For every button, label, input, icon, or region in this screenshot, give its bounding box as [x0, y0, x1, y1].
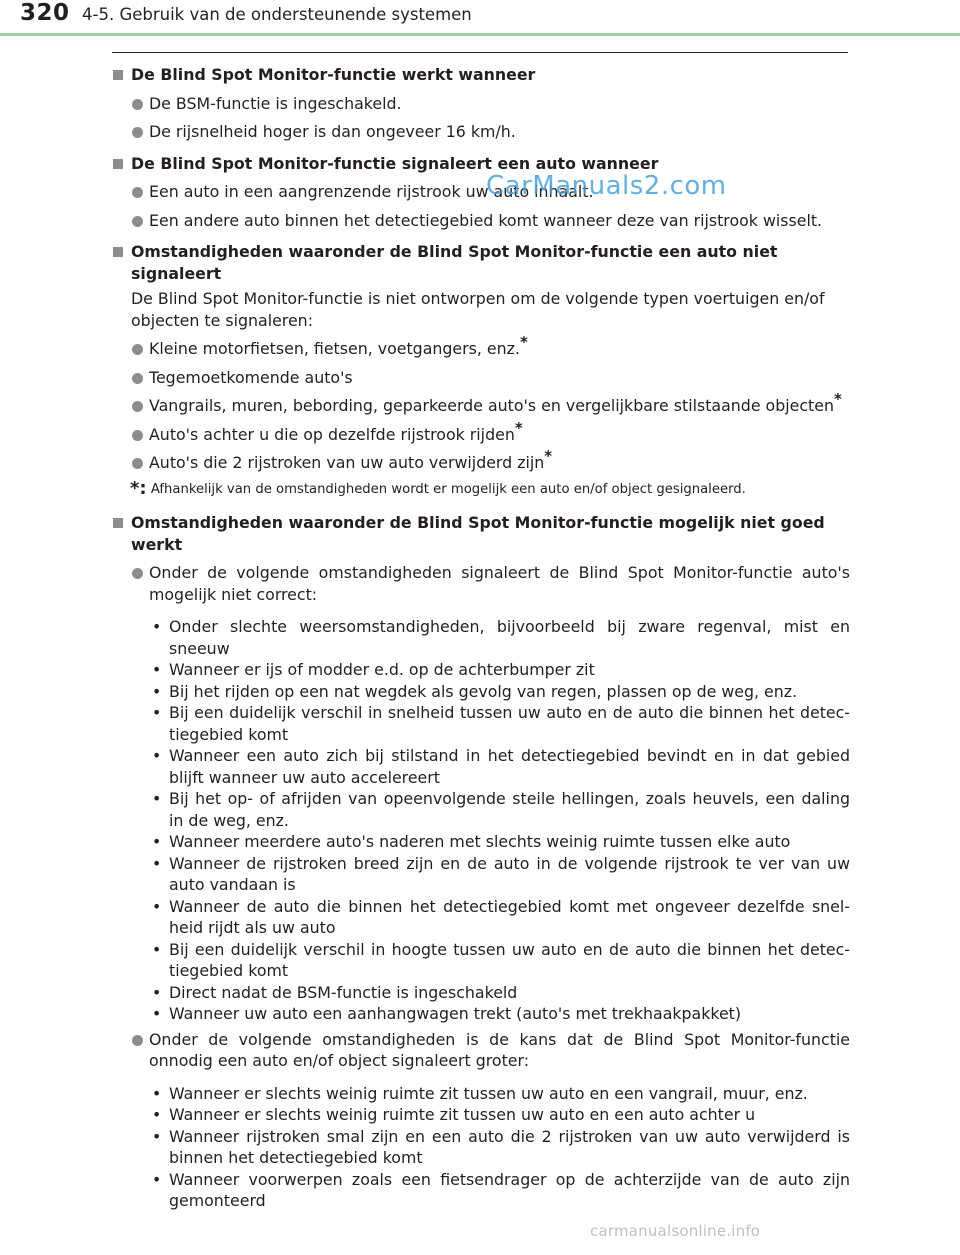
square-bullet-icon — [113, 247, 123, 257]
bullet-item: Een auto in een aangrenzende rijstrook uw auto inhaalt. — [112, 181, 850, 203]
sub-list-item: • Bij het op- of afrijden van opeenvolgende steile hellingen, zoals heuvels, een daling in de weg, enz. — [152, 789, 850, 830]
bullet-item: Onder de volgende omstandigheden is de kans dat de Blind Spot Monitor-functie onnodig een auto en/of object signaleert groter: — [112, 1029, 850, 1072]
sub-list-item: • Bij een duidelijk verschil in snelheid tussen uw auto en de auto die binnen het detec-tiegebied komt — [152, 703, 850, 744]
section-title: 4-5. Gebruik van de ondersteunende systemen — [82, 5, 472, 24]
bullet-item: Tegemoetkomende auto's — [112, 367, 850, 389]
circle-bullet-icon — [132, 99, 143, 110]
circle-bullet-icon — [132, 344, 143, 355]
circle-bullet-icon — [132, 458, 143, 469]
footnote-label: *: — [130, 477, 147, 499]
bullet-item: Vangrails, muren, bebording, geparkeerde auto's en vergelijkbare stilstaande objecten* — [112, 395, 850, 417]
footnote: *: Afhankelijk van de omstandigheden wordt er mogelijk een auto en/of object gesignaleerd. — [130, 477, 746, 499]
sub-list-item: • Wanneer uw auto een aanhangwagen trekt (auto's met trekhaakpakket) — [152, 1004, 742, 1023]
bullet-item: Auto's achter u die op dezelfde rijstrook rijden* — [112, 424, 850, 446]
sub-list-item: • Onder slechte weersomstandigheden, bijvoorbeeld bij zware regenval, mist en sneeuw — [152, 617, 850, 658]
section-heading: De Blind Spot Monitor-functie werkt wanneer — [112, 64, 850, 86]
page-header — [0, 0, 960, 40]
footnote-marker: * — [544, 447, 553, 465]
sub-list-item: • Wanneer een auto zich bij stilstand in het detectiegebied bevindt en in dat gebied blijft wanneer uw auto accelereert — [152, 746, 850, 787]
sub-list-item: • Wanneer voorwerpen zoals een fietsendrager op de achterzijde van de auto zijn gemonteerd — [152, 1169, 850, 1210]
circle-bullet-icon — [132, 373, 143, 384]
sub-list — [112, 616, 850, 1025]
circle-bullet-icon — [132, 187, 143, 198]
section-heading: Omstandigheden waaronder de Blind Spot Monitor-functie een auto niet signaleert — [112, 241, 850, 284]
square-bullet-icon — [113, 159, 123, 169]
sub-list-item: • Bij het rijden op een nat wegdek als gevolg van regen, plassen op de weg, enz. — [152, 681, 798, 701]
square-bullet-icon — [113, 70, 123, 80]
circle-bullet-icon — [132, 401, 143, 412]
content-rule — [112, 52, 848, 53]
sub-list-item: • Direct nadat de BSM-functie is ingeschakeld — [152, 982, 518, 1002]
footnote-marker: * — [514, 418, 523, 437]
sub-list — [112, 1083, 850, 1212]
circle-bullet-icon — [132, 1035, 143, 1046]
bullet-item: Auto's die 2 rijstroken van uw auto verwijderd zijn* — [112, 452, 850, 474]
bullet-item: Onder de volgende omstandigheden signaleert de Blind Spot Monitor-functie auto's mogelijk niet correct: — [112, 562, 850, 605]
bullet-item: De BSM-functie is ingeschakeld. — [112, 93, 850, 115]
sub-list-item: • Bij een duidelijk verschil in hoogte tussen uw auto en de auto die binnen het detec-tiegebied komt — [152, 939, 850, 980]
circle-bullet-icon — [132, 127, 143, 138]
page-content — [112, 64, 850, 1212]
intro-paragraph: De Blind Spot Monitor-functie is niet ontworpen om de volgende typen voertuigen en/of objecten te signaleren: — [131, 289, 825, 330]
sub-list-item: • Wanneer rijstroken smal zijn en een auto die 2 rijstroken van uw auto verwijderd is binnen het detectiegebied komt — [152, 1126, 850, 1167]
header-rule — [0, 33, 960, 36]
bullet-item: Kleine motorfietsen, fietsen, voetgangers, enz.* — [112, 338, 850, 360]
watermark: CarManuals2.com — [486, 171, 727, 201]
sub-list-item: • Wanneer er slechts weinig ruimte zit tussen uw auto en een vangrail, muur, enz. — [152, 1083, 808, 1103]
sub-list-item: • Wanneer er slechts weinig ruimte zit tussen uw auto en een auto achter u — [152, 1105, 756, 1124]
bullet-item: De rijsnelheid hoger is dan ongeveer 16 km/h. — [112, 121, 850, 143]
section-heading: Omstandigheden waaronder de Blind Spot Monitor-functie mogelijk niet goed werkt — [112, 512, 850, 555]
sub-list-item: • Wanneer er ijs of modder e.d. op de achterbumper zit — [152, 660, 595, 679]
circle-bullet-icon — [132, 568, 143, 579]
sub-list-item: • Wanneer meerdere auto's naderen met slechts weinig ruimte tussen elke auto — [152, 832, 791, 851]
circle-bullet-icon — [132, 216, 143, 227]
footnote-marker: * — [519, 333, 528, 351]
circle-bullet-icon — [132, 430, 143, 441]
square-bullet-icon — [113, 518, 123, 528]
footer-watermark: carmanualsonline.info — [590, 1222, 761, 1240]
bullet-item: Een andere auto binnen het detectiegebied komt wanneer deze van rijstrook wisselt. — [112, 210, 850, 232]
sub-list-item: • Wanneer de rijstroken breed zijn en de auto in de volgende rijstrook te ver van uw auto vandaan is — [152, 853, 850, 894]
section-heading: De Blind Spot Monitor-functie signaleert een auto wanneer — [112, 153, 850, 175]
page-number: 320 — [20, 0, 70, 26]
footnote-marker: * — [833, 390, 842, 408]
sub-list-item: • Wanneer de auto die binnen het detectiegebied komt met ongeveer dezelfde snel-heid rijdt als uw auto — [152, 896, 850, 937]
